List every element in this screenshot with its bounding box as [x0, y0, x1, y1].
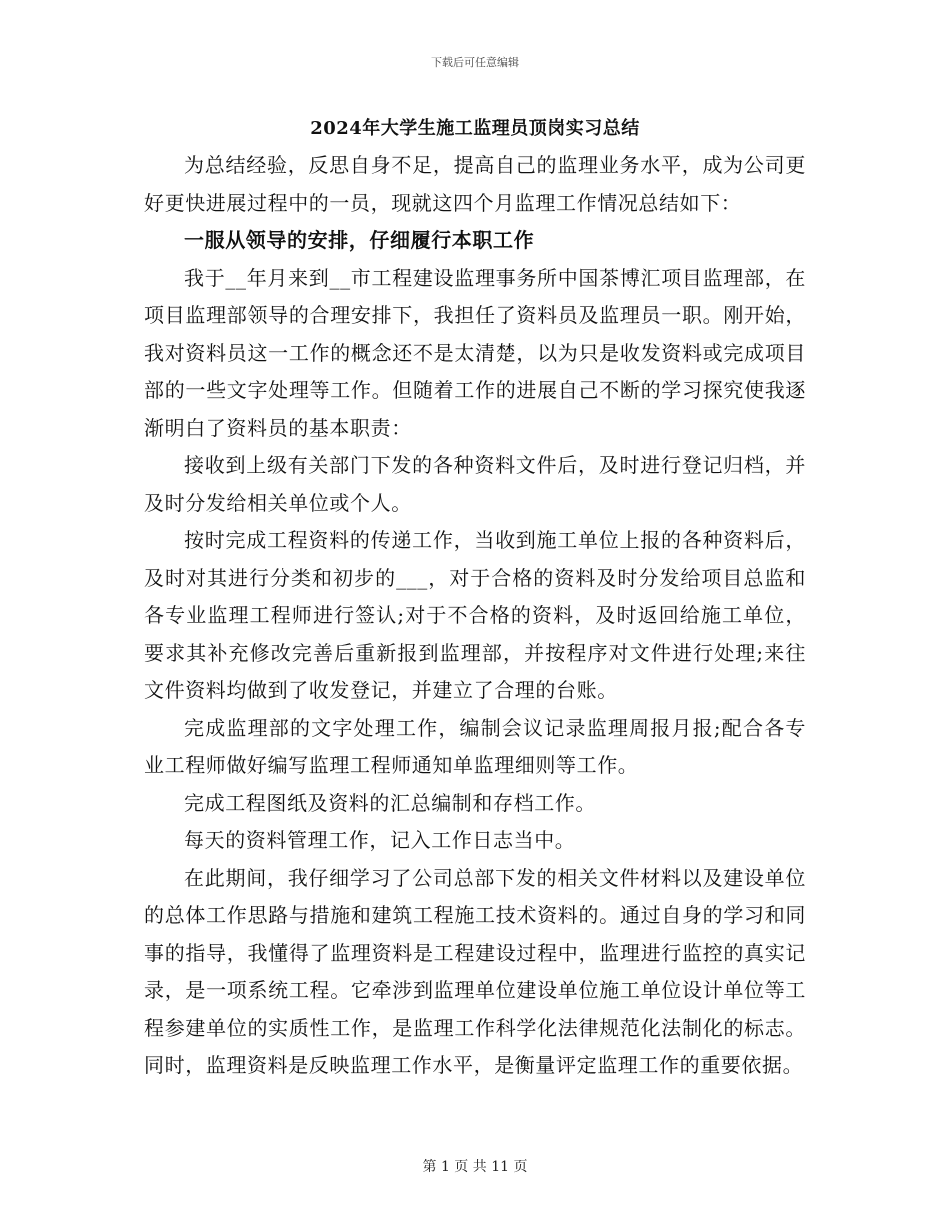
paragraph: 按时完成工程资料的传递工作，当收到施工单位上报的各种资料后，及时对其进行分类和初步的___，对于合格的资料及时分发给项目总监和各专业监理工程师进行签认;对于不合格的资料，及时返回给施工单位，要求其补充修改完善后重新报到监理部，并按程序对文件进行处理;来往文件资料均做到了收发登记，并建立了合理的台账。 — [144, 528, 806, 702]
paragraph: 完成工程图纸及资料的汇总编制和存档工作。 — [184, 790, 596, 815]
page-number: 第 1 页 共 11 页 — [422, 1159, 528, 1175]
paragraph: 接收到上级有关部门下发的各种资料文件后，及时进行登记归档，并及时分发给相关单位或个人。 — [144, 453, 806, 515]
paragraph-intro: 为总结经验，反思自身不足，提高自己的监理业务水平，成为公司更好更快进展过程中的一员，现就这四个月监理工作情况总结如下： — [144, 153, 806, 215]
section-heading: 一服从领导的安排，仔细履行本职工作 — [184, 228, 535, 252]
paragraph: 在此期间，我仔细学习了公司总部下发的相关文件材料以及建设单位的总体工作思路与措施和建筑工程施工技术资料的。通过自身的学习和同事的指导，我懂得了监理资料是工程建设过程中，监理进行监控的真实记录，是一项系统工程。它牵涉到监理单位建设单位施工单位设计单位等工程参建单位的实质性工作，是监理工作科学化法律规范化法制化的标志。同时，监理资料是反映监理工作水平，是衡量评定监理工作的重要依据。 — [144, 865, 806, 1077]
document-title: 2024年大学生施工监理员顶岗实习总结 — [310, 118, 640, 139]
paragraph: 完成监理部的文字处理工作，编制会议记录监理周报月报;配合各专业工程师做好编写监理工程师通知单监理细则等工作。 — [144, 715, 806, 777]
paragraph: 每天的资料管理工作，记入工作日志当中。 — [184, 828, 576, 852]
document-body — [144, 147, 806, 1085]
page-header-note: 下载后可任意编辑 — [431, 56, 519, 69]
paragraph: 我于__年月来到__市工程建设监理事务所中国茶博汇项目监理部，在项目监理部领导的合理安排下，我担任了资料员及监理员一职。刚开始，我对资料员这一工作的概念还不是太清楚，以为只是收发资料或完成项目部的一些文字处理等工作。但随着工作的进展自己不断的学习探究使我逐渐明白了资料员的基本职责： — [144, 265, 806, 440]
